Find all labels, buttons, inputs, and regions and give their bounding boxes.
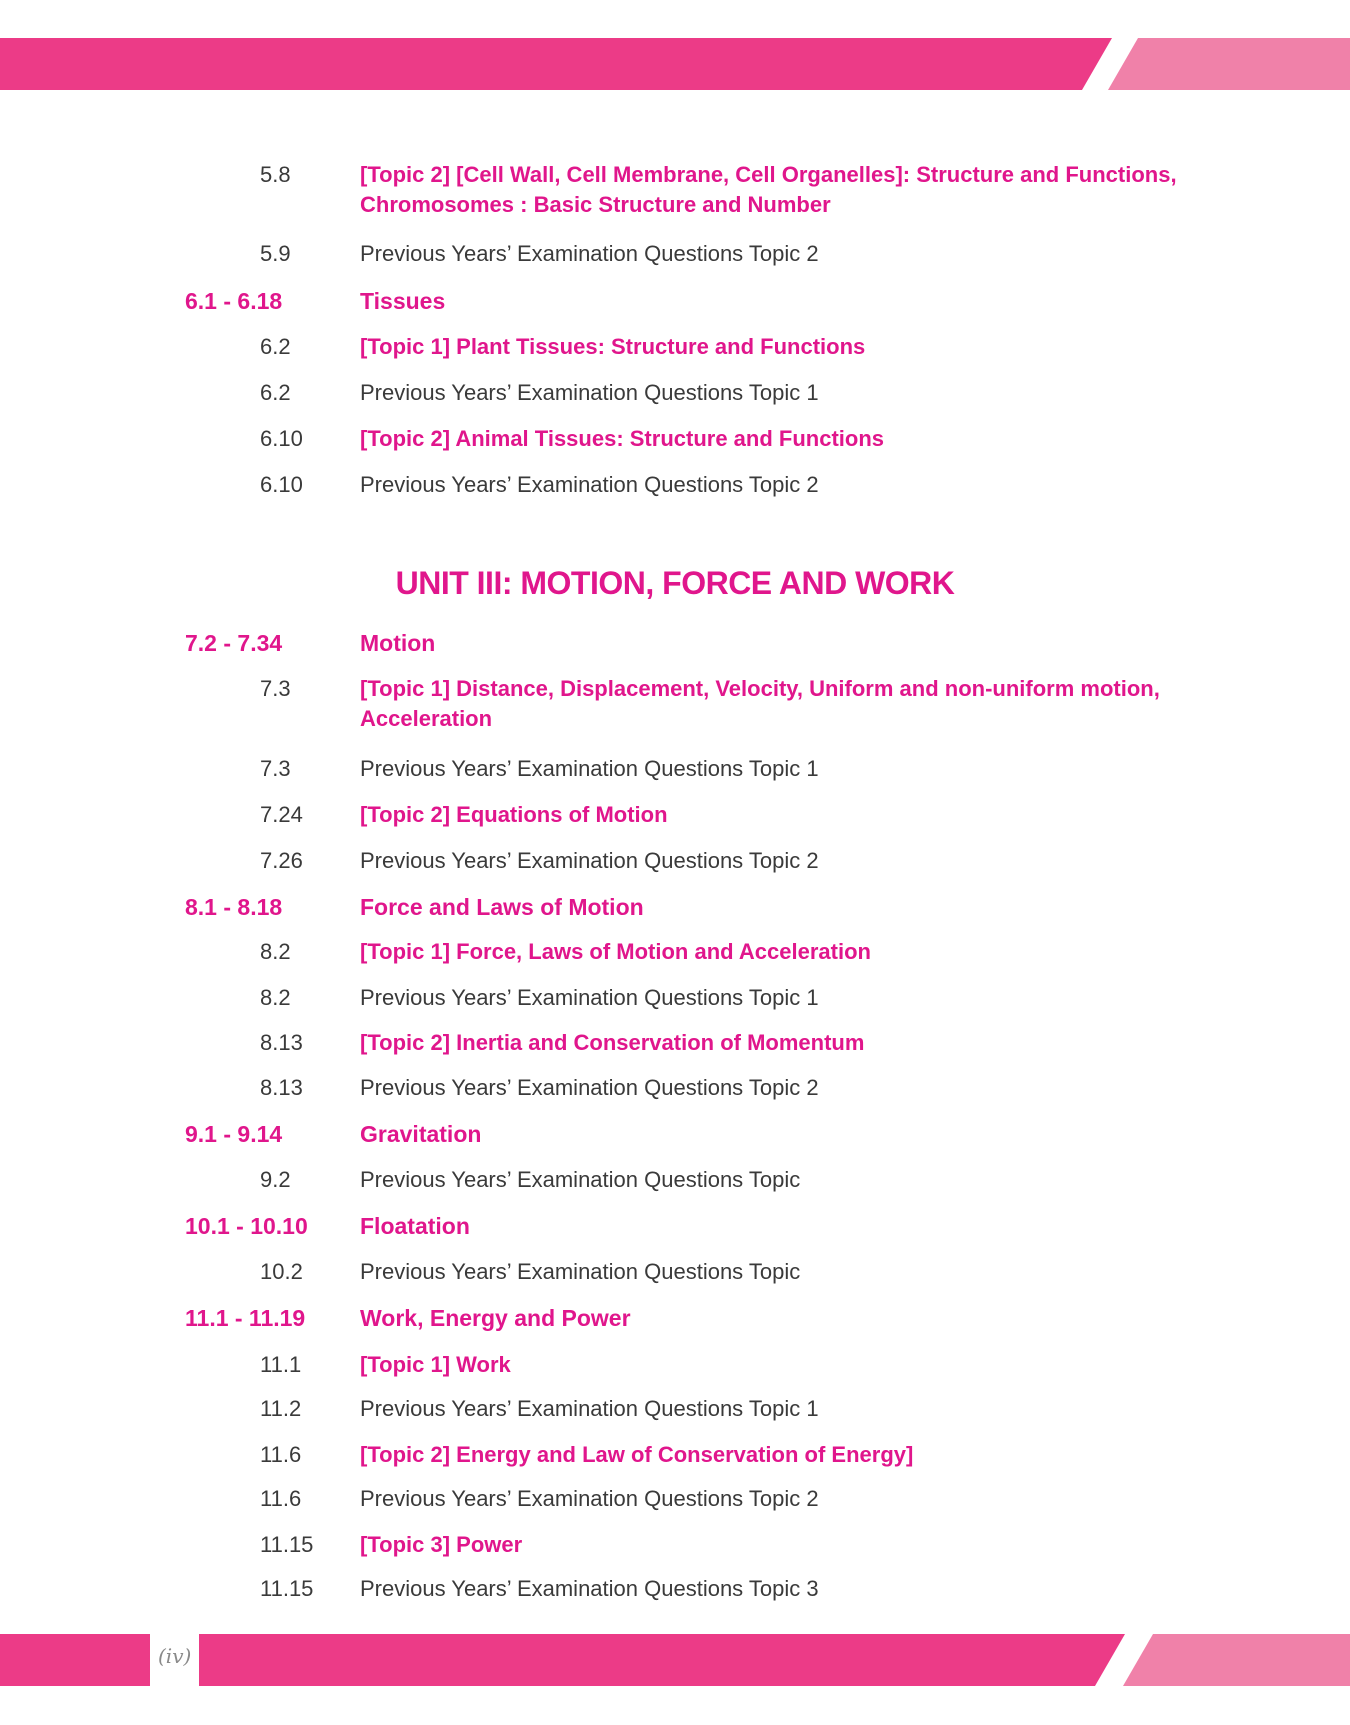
- page-ref: 8.2: [260, 939, 291, 964]
- top-banner-stripe: [0, 38, 1112, 90]
- chapter-page-range: 7.2 - 7.34: [185, 630, 283, 656]
- pyq-entry: Previous Years’ Examination Questions Topic 1: [360, 1396, 819, 1421]
- chapter-page-range: 8.1 - 8.18: [185, 894, 283, 920]
- page-ref: 11.6: [260, 1486, 302, 1511]
- pyq-entry: Previous Years’ Examination Questions Topic: [360, 1167, 801, 1192]
- page-ref: 7.26: [260, 848, 303, 873]
- pyq-entry: Previous Years’ Examination Questions Topic 1: [360, 985, 819, 1010]
- chapter-page-range: 11.1 - 11.19: [185, 1305, 306, 1331]
- page-ref: 5.8: [260, 162, 291, 187]
- chapter-title: Gravitation: [360, 1121, 482, 1147]
- page-ref: 6.10: [260, 426, 303, 451]
- topic-title: [Topic 1] Force, Laws of Motion and Acceleration: [360, 939, 871, 964]
- page-ref: 11.1: [260, 1352, 302, 1377]
- topic-title: [Topic 1] Work: [360, 1352, 511, 1377]
- pyq-entry: Previous Years’ Examination Questions Topic 1: [360, 756, 819, 781]
- page-ref: 11.15: [260, 1576, 314, 1601]
- page-ref: 7.24: [260, 802, 303, 827]
- top-banner-accent: [1108, 38, 1350, 90]
- topic-title: [Topic 2] Equations of Motion: [360, 802, 668, 827]
- page-number: (iv): [158, 1644, 192, 1668]
- chapter-title: Motion: [360, 630, 436, 656]
- chapter-title: Work, Energy and Power: [360, 1305, 631, 1331]
- page-ref: 8.13: [260, 1075, 303, 1100]
- bottom-banner-stripe: [199, 1634, 1125, 1686]
- pyq-entry: Previous Years’ Examination Questions Topic 2: [360, 1075, 819, 1100]
- topic-title: [Topic 2] [Cell Wall, Cell Membrane, Cell Organelles]: Structure and Functions, Chromosomes : Basic Structure and Number: [360, 162, 1177, 217]
- page-ref: 5.9: [260, 241, 291, 266]
- page-ref: 9.2: [260, 1167, 291, 1192]
- page-ref: 7.3: [260, 676, 291, 701]
- pyq-entry: Previous Years’ Examination Questions Topic 2: [360, 241, 819, 266]
- page-ref: 6.10: [260, 472, 303, 497]
- pyq-entry: Previous Years’ Examination Questions Topic 2: [360, 848, 819, 873]
- chapter-page-range: 9.1 - 9.14: [185, 1121, 283, 1147]
- page-ref: 8.13: [260, 1030, 303, 1055]
- page-ref: 11.2: [260, 1396, 302, 1421]
- page-ref: 7.3: [260, 756, 291, 781]
- topic-title: [Topic 2] Inertia and Conservation of Momentum: [360, 1030, 865, 1055]
- topic-title: [Topic 1] Plant Tissues: Structure and Functions: [360, 334, 866, 359]
- pyq-entry: Previous Years’ Examination Questions Topic 3: [360, 1576, 819, 1601]
- topic-title: [Topic 3] Power: [360, 1532, 523, 1557]
- pyq-entry: Previous Years’ Examination Questions Topic 1: [360, 380, 819, 405]
- chapter-title: Force and Laws of Motion: [360, 894, 644, 920]
- page-ref: 8.2: [260, 985, 291, 1010]
- chapter-page-range: 10.1 - 10.10: [185, 1213, 308, 1239]
- chapter-title: Floatation: [360, 1213, 470, 1239]
- chapter-title: Tissues: [360, 288, 446, 314]
- unit-heading: UNIT III: MOTION, FORCE AND WORK: [395, 565, 955, 601]
- page-ref: 11.6: [260, 1442, 302, 1467]
- page-ref: 10.2: [260, 1259, 303, 1284]
- bottom-banner-accent: [1123, 1634, 1350, 1686]
- page-ref: 6.2: [260, 380, 291, 405]
- page-ref: 11.15: [260, 1532, 314, 1557]
- pyq-entry: Previous Years’ Examination Questions Topic 2: [360, 1486, 819, 1511]
- bottom-banner-left: [0, 1634, 150, 1686]
- page-ref: 6.2: [260, 334, 291, 359]
- topic-title: [Topic 2] Energy and Law of Conservation of Energy]: [360, 1442, 914, 1467]
- pyq-entry: Previous Years’ Examination Questions Topic 2: [360, 472, 819, 497]
- pyq-entry: Previous Years’ Examination Questions Topic: [360, 1259, 801, 1284]
- topic-title: [Topic 1] Distance, Displacement, Velocity, Uniform and non-uniform motion, Acceleration: [360, 676, 1160, 731]
- topic-title: [Topic 2] Animal Tissues: Structure and Functions: [360, 426, 884, 451]
- chapter-page-range: 6.1 - 6.18: [185, 288, 283, 314]
